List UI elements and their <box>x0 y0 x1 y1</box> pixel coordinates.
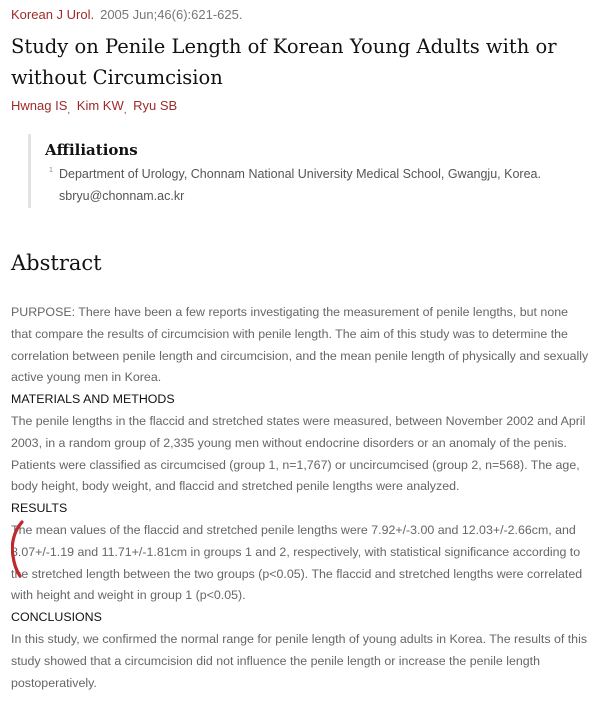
author-link[interactable]: Ryu SB <box>133 98 178 113</box>
author-link[interactable]: Hwnag IS <box>11 98 68 113</box>
abstract-heading: Abstract <box>11 251 102 275</box>
methods-label: MATERIALS AND METHODS <box>11 392 175 407</box>
author-link[interactable]: Kim KW <box>76 98 124 113</box>
abstract-methods: The penile lengths in the flaccid and stretched states were measured, between November 2002 and April 2003, in a random group of 2,335 young men without endocrine disorders or an anomaly of the penis. Patients were classified as circumcised (group 1, n=1,767) or uncircumcised (group 2, n=568). The age, body height, body weight, and flaccid and stretched penile lengths were analyzed. <box>11 413 586 494</box>
journal-name[interactable]: Korean J Urol. <box>11 7 95 22</box>
abstract-purpose: PURPOSE: There have been a few reports investigating the measurement of penile lengths, but none that compare the results of circumcision with penile length. The aim of this study was to determine the correlation between penile length and circumcision, and the mean penile length of physically and sexually active young men in Korea. <box>11 305 589 385</box>
article-title: Study on Penile Length of Korean Young Adults with or without Circumcision <box>11 35 557 89</box>
affiliation-email[interactable]: sbryu@chonnam.ac.kr <box>59 189 185 203</box>
affiliation-number: 1 <box>49 167 53 174</box>
abstract-conclusions: In this study, we confirmed the normal range for penile length of young adults in Korea. The results of this study showed that a circumcision did not influence the penile length or increase the penile length postoperatively. <box>11 631 588 690</box>
affiliation-department: Department of Urology, Chonnam National University Medical School, Gwangju, Korea. <box>59 167 541 181</box>
conclusions-label: CONCLUSIONS <box>11 610 102 625</box>
author-separator: , <box>123 105 127 116</box>
results-label: RESULTS <box>11 501 68 516</box>
author-separator: , <box>67 105 71 116</box>
abstract-results: The mean values of the flaccid and stretched penile lengths were 7.92+/-3.00 and 12.03+/-2.66cm, and 8.07+/-1.19 and 11.71+/-1.81cm in groups 1 and 2, respectively, with statistical significance according to the stretched length between the two groups (p<0.05). The flaccid and stretched lengths were correlated with height and weight in group 1 (p<0.05). <box>11 522 583 603</box>
citation <box>11 7 242 22</box>
publication-date: 2005 Jun;46(6):621-625. <box>100 7 243 22</box>
author-list <box>11 98 177 116</box>
affiliations-heading: Affiliations <box>45 141 138 159</box>
abstract-body <box>11 302 589 694</box>
handwritten-bracket-mark <box>11 518 27 580</box>
affiliations-box <box>28 134 588 208</box>
